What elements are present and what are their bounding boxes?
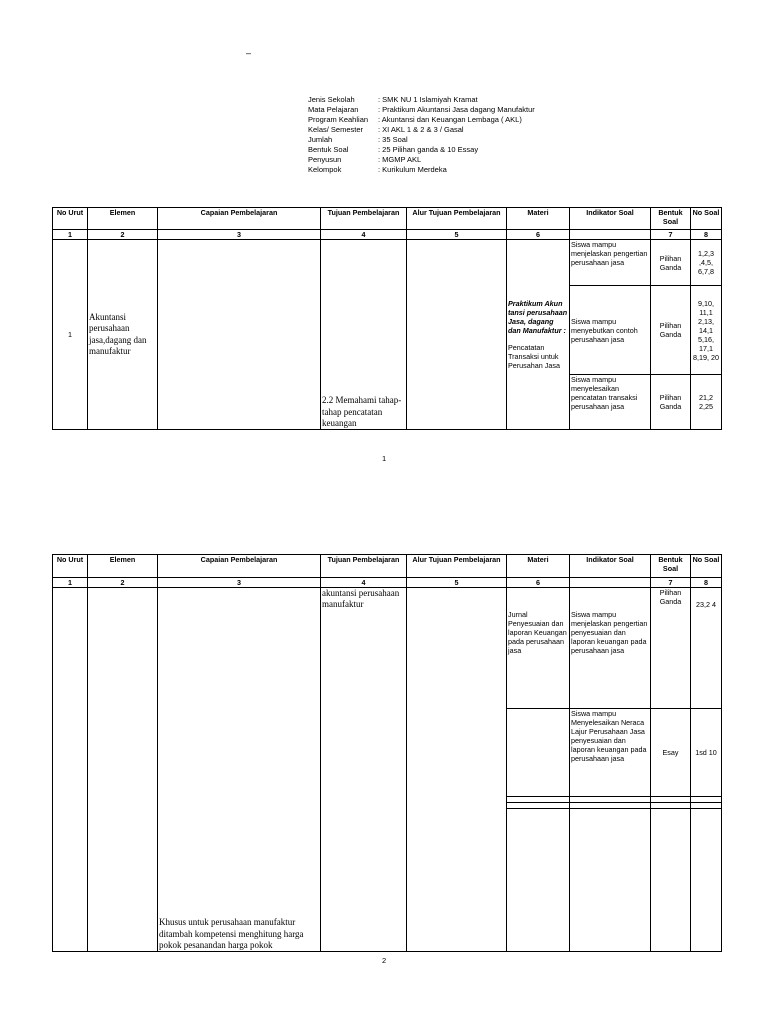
table-row: [53, 240, 722, 286]
meta-key: Kelompok: [308, 165, 342, 174]
meta-value: : Akuntansi dan Keuangan Lembaga ( AKL): [378, 115, 522, 124]
meta-row: [308, 95, 535, 105]
header-capaian: Capaian Pembelajaran: [158, 555, 321, 578]
no-soal-cell: 1sd 10: [691, 709, 722, 797]
col-number: 4: [321, 230, 407, 240]
header-no-soal: No Soal: [691, 555, 722, 578]
meta-key: Penyusun: [308, 155, 342, 164]
header-row: [53, 208, 722, 230]
col-number: 3: [158, 230, 321, 240]
col-number: 4: [321, 578, 407, 588]
header-tujuan: Tujuan Pembelajaran: [321, 208, 407, 230]
header-no-urut: No Urut: [53, 555, 88, 578]
meta-row: [308, 145, 535, 155]
header-alur: Alur Tujuan Pembelajaran: [407, 555, 507, 578]
materi-subtitle: Pencatatan Transaksi untuk Perusahan Jasa: [508, 343, 560, 370]
bentuk-cell: [651, 809, 691, 952]
document-meta: [308, 95, 535, 175]
bentuk-cell: Pilihan Ganda: [651, 240, 691, 286]
header-materi: Materi: [507, 555, 570, 578]
header-bentuk: Bentuk Soal: [651, 555, 691, 578]
materi-cell: Jurnal Penyesuaian dan laporan Keuangan pada perusahaan jasa: [507, 588, 570, 709]
tujuan-cell: 2.2 Memahami tahap-tahap pencatatan keuangan: [321, 240, 407, 430]
col-number: 8: [691, 230, 722, 240]
bentuk-cell: Esay: [651, 709, 691, 797]
no-urut-cell: [53, 588, 88, 952]
col-number-empty: [570, 578, 651, 588]
meta-row: [308, 155, 535, 165]
col-number: 6: [507, 578, 570, 588]
top-mark: –: [246, 48, 252, 58]
header-capaian: Capaian Pembelajaran: [158, 208, 321, 230]
meta-value: : Praktikum Akuntansi Jasa dagang Manufaktur: [378, 105, 535, 114]
bentuk-cell: Pilihan Ganda: [651, 588, 691, 709]
col-number: 1: [53, 230, 88, 240]
page-number: 2: [382, 956, 387, 965]
meta-value: : 25 Pilihan ganda & 10 Essay: [378, 145, 479, 154]
col-number: 7: [651, 230, 691, 240]
meta-key: Jenis Sekolah: [308, 95, 355, 104]
header-row: [53, 555, 722, 578]
meta-value: : XI AKL 1 & 2 & 3 / Gasal: [378, 125, 464, 134]
meta-row: [308, 165, 535, 175]
meta-value: : SMK NU 1 Islamiyah Kramat: [378, 95, 478, 104]
header-tujuan: Tujuan Pembelajaran: [321, 555, 407, 578]
indikator-cell: Siswa mampu Menyelesaikan Neraca Lajur Perusahaan Jasa penyesuaian dan laporan keuangan pada perusahaan jasa: [570, 709, 651, 797]
col-number: 6: [507, 230, 570, 240]
no-soal-cell: 21,2 2,25: [691, 375, 722, 430]
col-number: 2: [88, 578, 158, 588]
header-no-urut: No Urut: [53, 208, 88, 230]
no-soal-cell: 1,2,3 ,4,5, 6,7,8: [691, 240, 722, 286]
elemen-cell: [88, 588, 158, 952]
indikator-cell: Siswa mampu menjelaskan pengertian penyesuaian dan laporan keuangan pada perusahaan jasa: [570, 588, 651, 709]
col-number: 7: [651, 578, 691, 588]
col-number: 1: [53, 578, 88, 588]
no-soal-cell: 9,10, 11,1 2,13, 14,1 5,16, 17,1 8,19, 20: [691, 286, 722, 375]
indikator-cell: Siswa mampu menyebutkan contoh perusahaan jasa: [570, 286, 651, 375]
header-indikator: Indikator Soal: [570, 208, 651, 230]
meta-value: : MGMP AKL: [378, 155, 422, 164]
col-number: 5: [407, 578, 507, 588]
meta-row: [308, 125, 535, 135]
page-number: 1: [382, 454, 387, 463]
col-number: 2: [88, 230, 158, 240]
column-number-row: [53, 230, 722, 240]
header-indikator: Indikator Soal: [570, 555, 651, 578]
header-materi: Materi: [507, 208, 570, 230]
column-number-row: [53, 578, 722, 588]
no-soal-cell: 23,2 4: [691, 588, 722, 709]
indikator-cell: [570, 809, 651, 952]
no-urut-cell: 1: [53, 240, 88, 430]
bentuk-cell: Pilihan Ganda: [651, 286, 691, 375]
header-no-soal: No Soal: [691, 208, 722, 230]
materi-cell: [507, 709, 570, 797]
meta-row: [308, 135, 535, 145]
tujuan-cell: akuntansi perusahaan manufaktur: [321, 588, 407, 952]
meta-key: Mata Pelajaran: [308, 105, 359, 114]
meta-value: : 35 Soal: [378, 135, 408, 144]
capaian-cell: [158, 240, 321, 430]
indikator-cell: Siswa mampu menjelaskan pengertian perusahaan jasa: [570, 240, 651, 286]
table-row: [53, 588, 722, 709]
col-number: 5: [407, 230, 507, 240]
header-elemen: Elemen: [88, 208, 158, 230]
no-soal-cell: [691, 809, 722, 952]
col-number: 3: [158, 578, 321, 588]
header-elemen: Elemen: [88, 555, 158, 578]
materi-title: Praktikum Akun tansi perusahaan Jasa, dagang dan Manufaktur :: [508, 299, 568, 335]
kisi-kisi-table-page-1: [52, 207, 722, 430]
meta-value: : Kurikulum Merdeka: [378, 165, 447, 174]
header-alur: Alur Tujuan Pembelajaran: [407, 208, 507, 230]
capaian-cell: Khusus untuk perusahaan manufaktur ditambah kompetensi menghitung harga pokok pesanandan harga pokok: [158, 588, 321, 952]
meta-key: Jumlah: [308, 135, 333, 144]
indikator-cell: Siswa mampu menyelesaikan pencatatan transaksi perusahaan jasa: [570, 375, 651, 430]
materi-cell: [507, 240, 570, 430]
col-number: 8: [691, 578, 722, 588]
alur-cell: [407, 588, 507, 952]
header-bentuk: Bentuk Soal: [651, 208, 691, 230]
col-number-empty: [570, 230, 651, 240]
alur-cell: [407, 240, 507, 430]
meta-key: Program Keahlian: [308, 115, 369, 124]
meta-row: [308, 105, 535, 115]
meta-row: [308, 115, 535, 125]
meta-key: Kelas/ Semester: [308, 125, 364, 134]
materi-cell: [507, 809, 570, 952]
kisi-kisi-table-page-2: [52, 554, 722, 952]
bentuk-cell: Pilihan Ganda: [651, 375, 691, 430]
meta-key: Bentuk Soal: [308, 145, 349, 154]
elemen-cell: Akuntansi perusahaan jasa,dagang dan manufaktur: [88, 240, 158, 430]
